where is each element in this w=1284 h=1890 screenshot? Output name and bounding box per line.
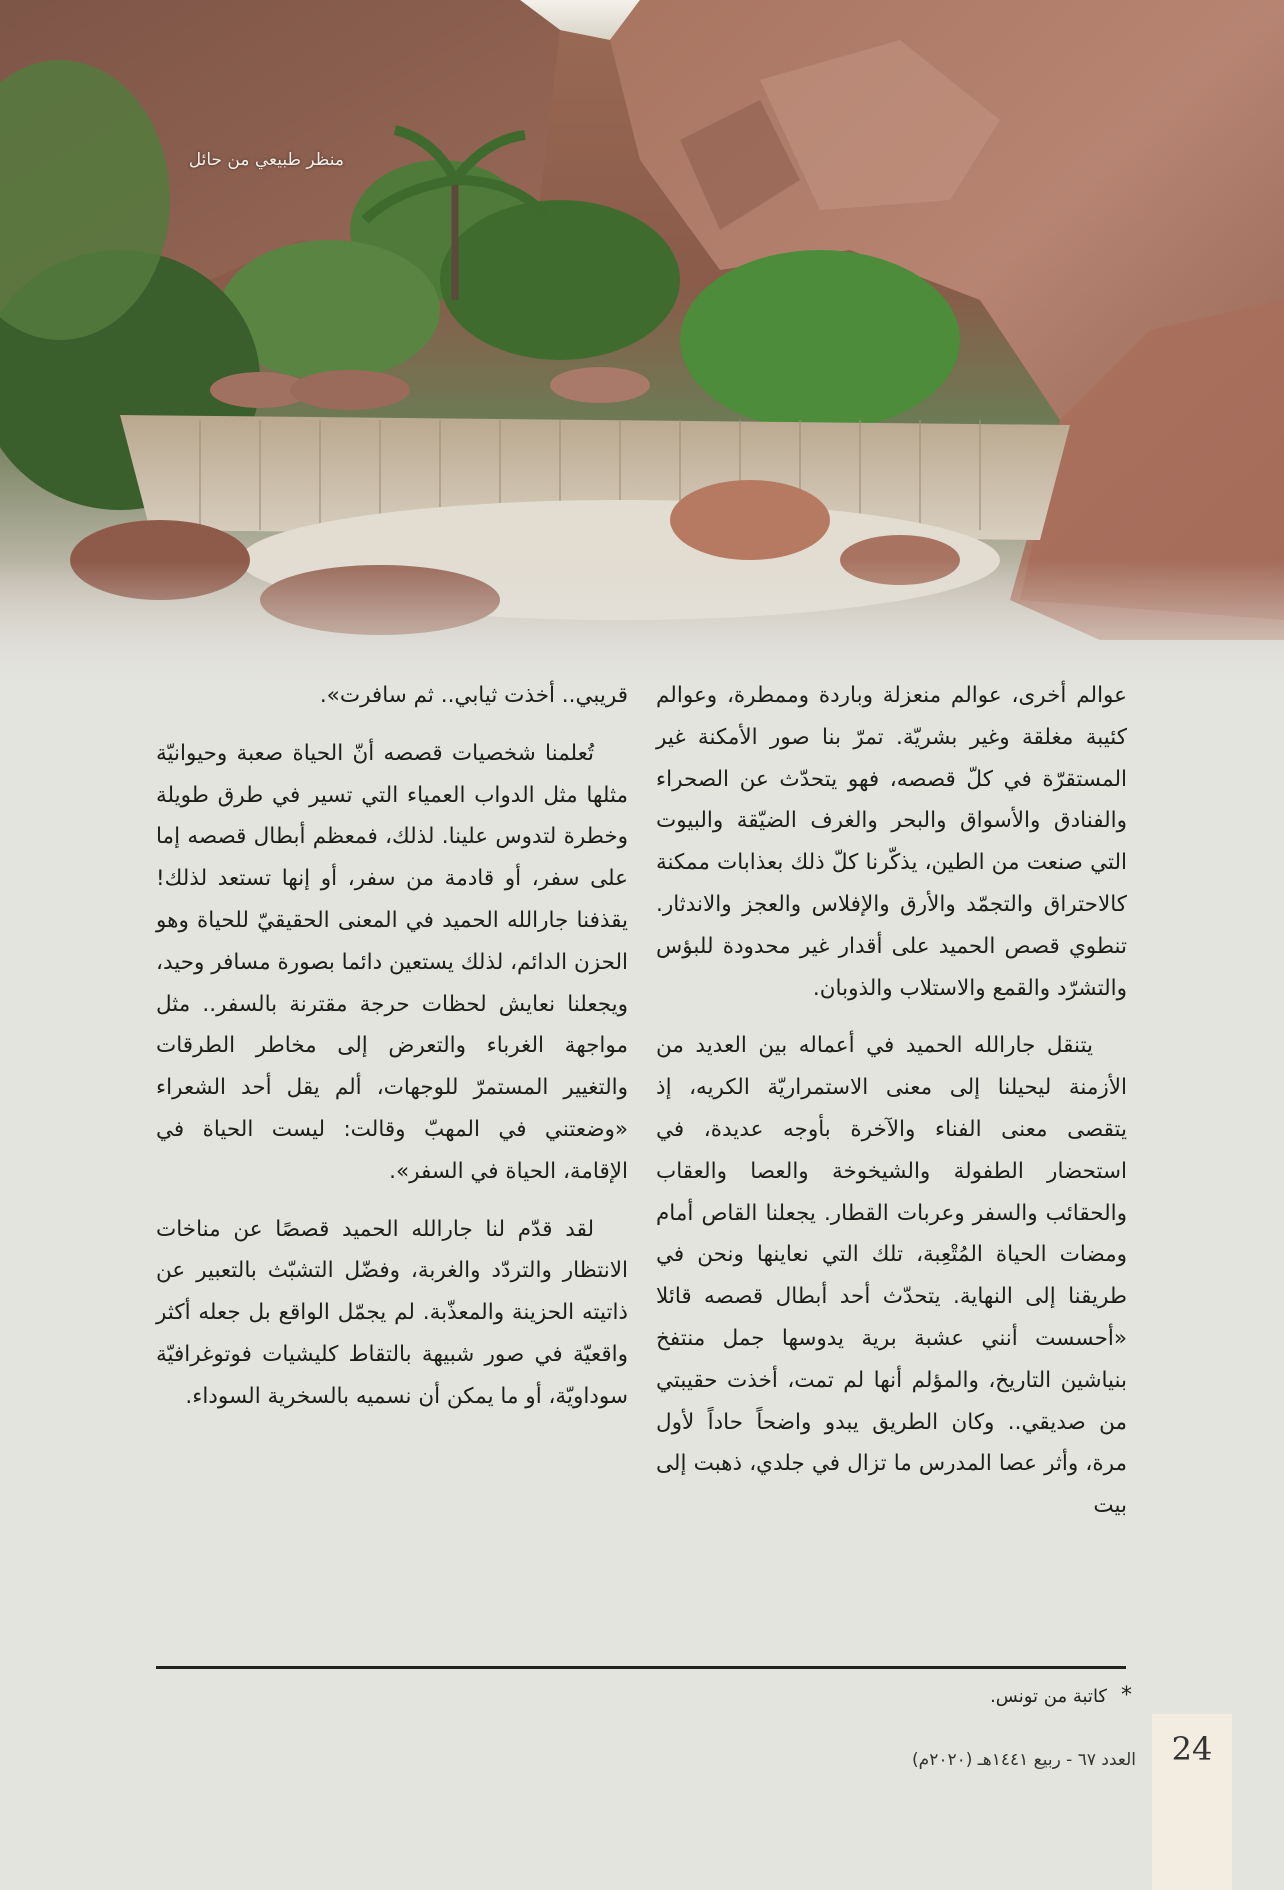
page-number: 24: [1171, 1730, 1213, 1768]
paragraph: يتنقل جارالله الحميد في أعماله بين العديد من الأزمنة ليحيلنا إلى معنى الاستمراريّة الكريه، إذ يتقصى معنى الفناء والآخرة بأوجه عديدة، في استحضار الطفولة والشيخوخة والعصا والعقاب والحقائب والسفر وعربات القطار. يجعلنا القاص أمام ومضات الحياة المُتْعِبة، تلك التي نعاينها ونحن في طريقنا إلى النهاية. يتحدّث أحد أبطال قصصه قائلا «أحسست أنني عشبة برية يدوسها جمل منتفخ بنياشين التاريخ، والمؤلم أنها لم تمت، أخذت حقيبتي من صديقي.. وكان الطريق يبدو واضحاً حاداً لأول مرة، وأثر عصا المدرس ما تزال في جلدي، ذهبت إلى بيت: [656, 1033, 1127, 1519]
landscape-illustration: [0, 0, 1284, 700]
header-photo: [0, 0, 1284, 700]
footnote: [820, 1683, 1132, 1708]
issue-info: العدد ٦٧ - ربيع ١٤٤١هـ (٢٠٢٠م): [912, 1750, 1136, 1770]
paragraph: عوالم أخرى، عوالم منعزلة وباردة وممطرة، وعوالم كئيبة مغلقة وغير بشريّة. تمرّ بنا صور الأمكنة غير المستقرّة في كلّ قصصه، فهو يتحدّث عن الصحراء والفنادق والأسواق والبحر والغرف الضيّقة والبيوت التي صنعت من الطين، يذكّرنا كلّ ذلك بعذابات ممكنة كالاحتراق والتجمّد والأرق والإفلاس والعجز والاندثار. تنطوي قصص الحميد على أقدار غير محدودة للبؤس والتشرّد والقمع والاستلاب والذوبان.: [656, 683, 1127, 1001]
paragraph: تُعلمنا شخصيات قصصه أنّ الحياة صعبة وحيوانيّة مثلها مثل الدواب العمياء التي تسير في طرق طويلة وخطرة لتدوس علينا. لذلك، فمعظم أبطال قصصه إما على سفر، أو قادمة من سفر، أو إنها تستعد لذلك! يقذفنا جارالله الحميد في المعنى الحقيقيّ للحياة وهو الحزن الدائم، لذلك يستعين دائما بصورة مسافر وحيد، ويجعلنا نعايش لحظات حرجة مقترنة بالسفر.. مثل مواجهة الغرباء والتعرض إلى مخاطر الطرقات والتغيير المستمرّ للوجهات، ألم يقل أحد الشعراء «وضعتني في المهبّ وقالت: ليست الحياة في الإقامة، الحياة في السفر».: [156, 740, 628, 1184]
paragraph: لقد قدّم لنا جارالله الحميد قصصًا عن مناخات الانتظار والتردّد والغربة، وفضّل التشبّث بالتعبير عن ذاتيته الحزينة والمعذّبة. لم يجمّل الواقع بل جعله أكثر واقعيّة في صور شبيهة بالتقاط كليشيات فوتوغرافيّة سوداويّة، أو ما يمكن أن نسميه بالسخرية السوداء.: [156, 1216, 628, 1409]
photo-caption: منظر طبيعي من حائل: [188, 150, 344, 170]
footnote-marker: *: [1121, 1683, 1132, 1708]
paragraph: قريبي.. أخذت ثيابي.. ثم سافرت».: [319, 683, 628, 708]
footnote-text: كاتبة من تونس.: [990, 1686, 1107, 1707]
footnote-divider: [156, 1666, 1126, 1669]
left-text-column: [156, 675, 628, 1434]
right-text-column: [656, 675, 1127, 1543]
